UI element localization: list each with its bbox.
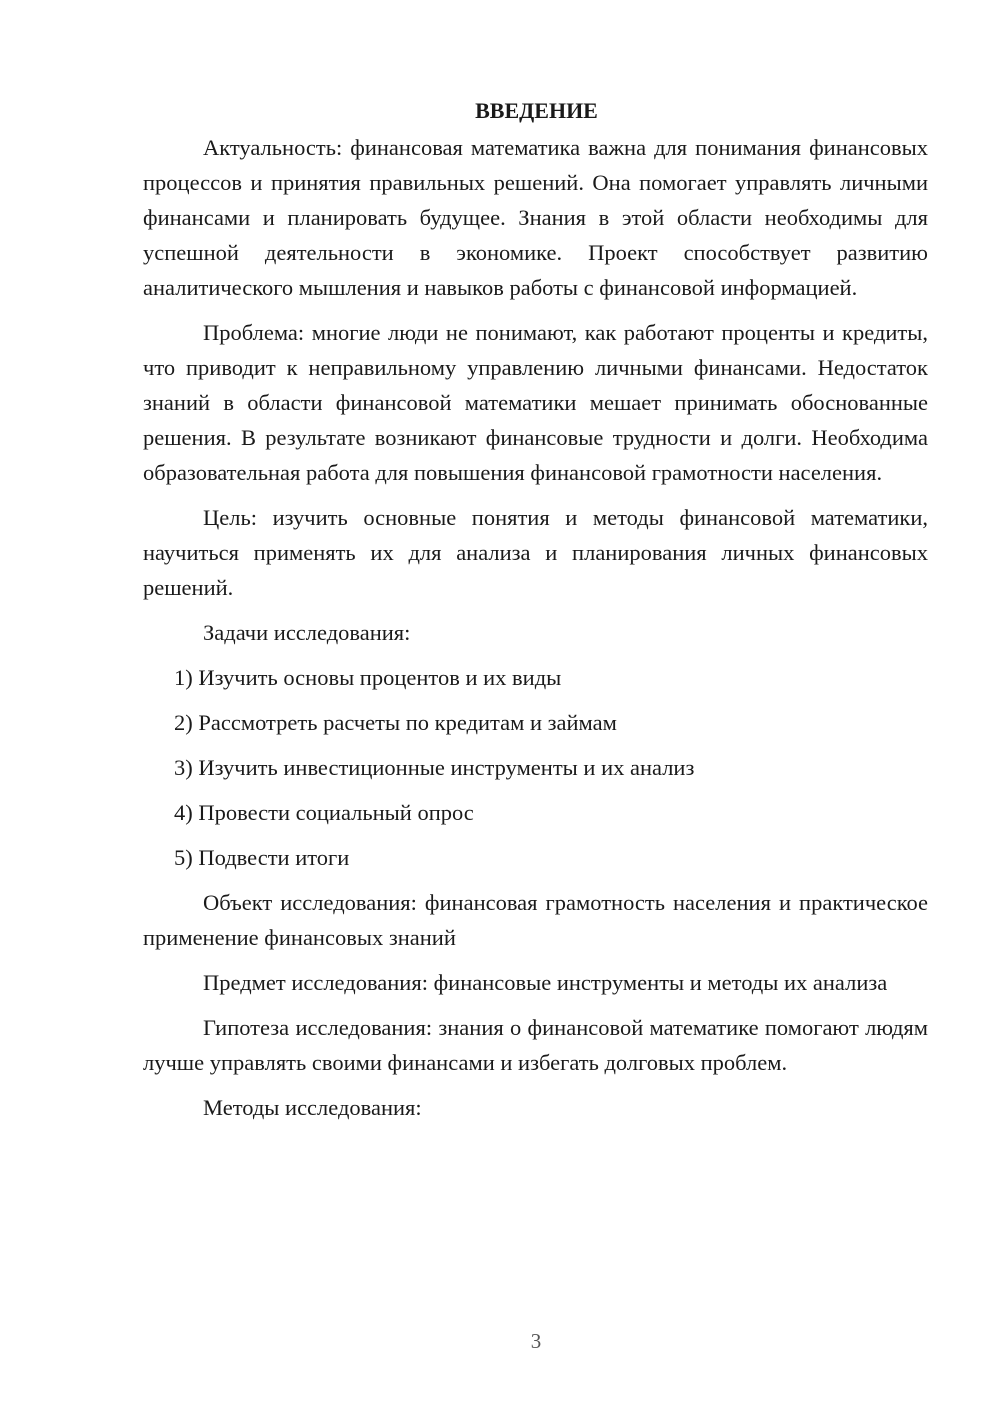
relevance-paragraph: Актуальность: финансовая математика важна для понимания финансовых процессов и принятия правильных решений. Она помогает управлять личными финансами и планировать будущее. Знания в этой области необходимы для успешной деятельности в экономике. Проект способствует развитию аналитического мышления и навыков работы с финансовой информацией. xyxy=(143,135,928,300)
subject-paragraph: Предмет исследования: финансовые инструменты и методы их анализа xyxy=(203,970,888,995)
goal-paragraph: Цель: изучить основные понятия и методы финансовой математики, научиться применять их для анализа и планирования личных финансовых решений. xyxy=(143,505,928,600)
page-number: 3 xyxy=(530,1329,542,1353)
methods-heading: Методы исследования: xyxy=(203,1095,422,1120)
list-item: 2) Рассмотреть расчеты по кредитам и займам xyxy=(174,710,617,735)
list-item: 4) Провести социальный опрос xyxy=(174,800,474,825)
document-page xyxy=(143,92,928,1135)
object-paragraph: Объект исследования: финансовая грамотность населения и практическое применение финансовых знаний xyxy=(143,890,928,950)
tasks-list xyxy=(143,660,928,875)
tasks-heading: Задачи исследования: xyxy=(203,620,411,645)
list-item: 1) Изучить основы процентов и их виды xyxy=(174,665,562,690)
list-item: 3) Изучить инвестиционные инструменты и их анализ xyxy=(174,755,695,780)
problem-paragraph: Проблема: многие люди не понимают, как работают проценты и кредиты, что приводит к неправильному управлению личными финансами. Недостаток знаний в области финансовой математики мешает принимать обоснованные решения. В результате возникают финансовые трудности и долги. Необходима образовательная работа для повышения финансовой грамотности населения. xyxy=(143,320,928,485)
section-title: ВВЕДЕНИЕ xyxy=(475,98,598,123)
hypothesis-paragraph: Гипотеза исследования: знания о финансовой математике помогают людям лучше управлять своими финансами и избегать долговых проблем. xyxy=(143,1015,928,1075)
list-item: 5) Подвести итоги xyxy=(174,845,350,870)
